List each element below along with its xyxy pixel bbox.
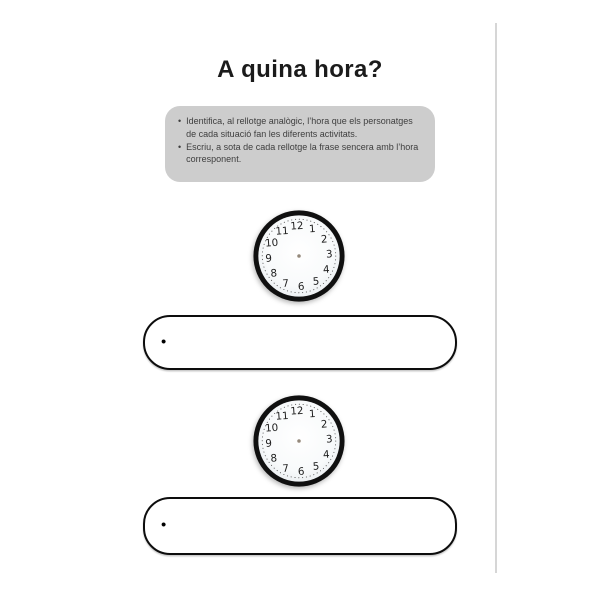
bullet-marker: • <box>178 116 182 126</box>
clock-hour-1: 1 <box>308 223 317 236</box>
clock-hour-8: 8 <box>270 452 278 465</box>
clock-hour-4: 4 <box>322 448 331 462</box>
page-title: A quina hora? <box>217 56 383 83</box>
clock-hour-12: 12 <box>289 219 304 233</box>
analog-clock-1 <box>250 207 348 305</box>
instruction-item <box>178 115 421 141</box>
answer-bullet: • <box>161 333 167 351</box>
clock-hour-3: 3 <box>325 433 334 446</box>
clock-hour-4: 4 <box>322 263 331 277</box>
instructions-box <box>165 106 435 182</box>
answer-box-1[interactable] <box>143 315 457 370</box>
answer-bullet: • <box>161 516 167 534</box>
clock-hour-1: 1 <box>308 408 317 421</box>
answer-box-2[interactable] <box>143 497 457 555</box>
clock-hour-10: 10 <box>264 421 279 435</box>
clock-hour-5: 5 <box>312 275 320 288</box>
clock-center-dot <box>297 254 301 258</box>
instruction-text: Identifica, al rellotge analògic, l’hora que els personatges de cada situació fan les diferents activitats. <box>186 116 413 139</box>
instruction-item <box>178 141 421 167</box>
clock-hour-11: 11 <box>275 224 289 238</box>
clock-hour-6: 6 <box>297 465 305 479</box>
analog-clock-2 <box>250 392 348 490</box>
clock-hour-6: 6 <box>297 280 305 294</box>
clock-hour-2: 2 <box>320 418 328 431</box>
clock-hour-11: 11 <box>275 409 289 423</box>
clock-hour-5: 5 <box>312 460 320 473</box>
clock-center-dot <box>297 439 301 443</box>
clock-hour-2: 2 <box>320 233 328 246</box>
clock-hour-8: 8 <box>270 267 278 280</box>
clock-hour-10: 10 <box>264 236 279 250</box>
clock-hour-7: 7 <box>282 277 290 291</box>
page-right-edge <box>495 23 497 573</box>
clock-hour-12: 12 <box>289 404 304 418</box>
instruction-text: Escriu, a sota de cada rellotge la frase sencera amb l’hora corresponent. <box>186 141 419 165</box>
clock-hour-3: 3 <box>325 248 334 261</box>
clock-hour-9: 9 <box>265 252 273 265</box>
bullet-marker: • <box>178 141 182 152</box>
clock-hour-7: 7 <box>282 462 290 476</box>
clock-hour-9: 9 <box>265 437 273 450</box>
